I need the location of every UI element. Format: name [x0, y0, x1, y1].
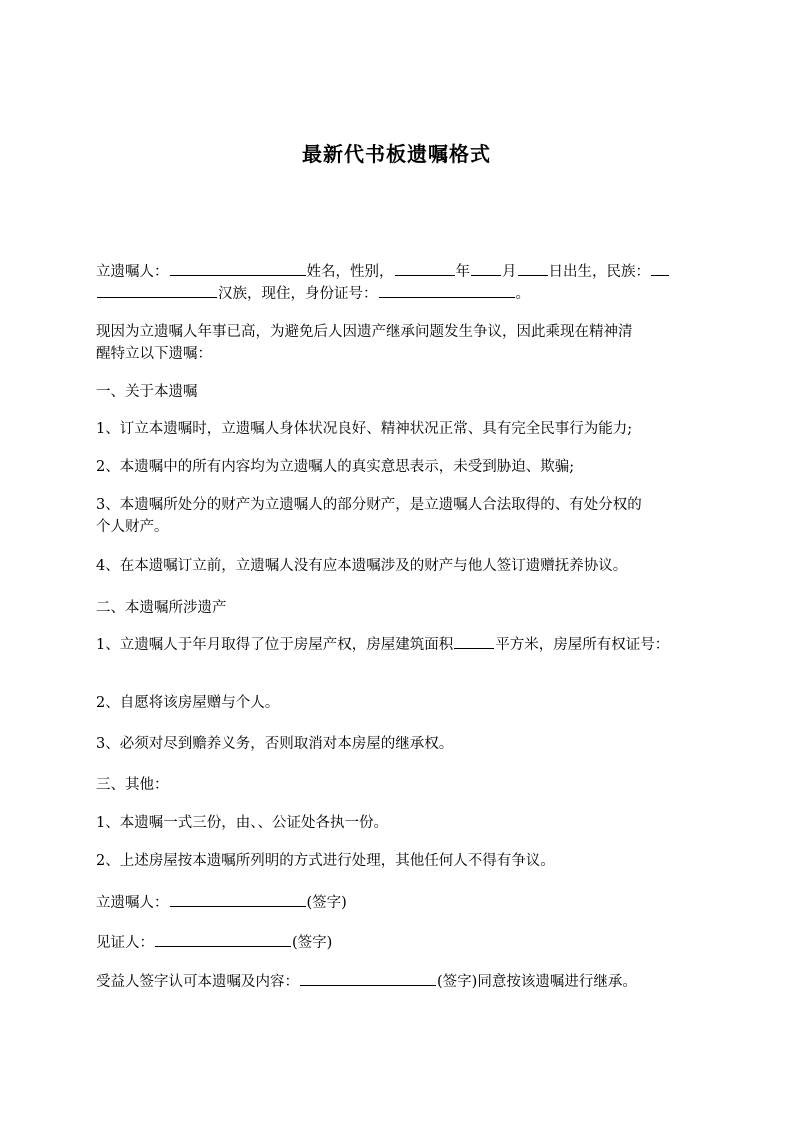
witness-signature-line: [96, 932, 716, 954]
beneficiary-signature-line: [96, 971, 716, 993]
intro-line-1: [96, 261, 716, 283]
intro-line-2: [96, 283, 716, 305]
blank-ethnicity-cont[interactable]: [97, 283, 217, 298]
intro-address-id-label: 汉族，现住，身份证号：: [218, 286, 378, 302]
blank-birth-day[interactable]: [518, 261, 548, 276]
blank-birth-year[interactable]: [395, 261, 455, 276]
beneficiary-signature-suffix: (签字)同意按该遗嘱进行继承。: [437, 974, 637, 990]
section1-item4: 4、在本遗嘱订立前，立遗嘱人没有应本遗嘱涉及的财产与他人签订遗赠抚养协议。: [96, 558, 628, 574]
witness-signature-field[interactable]: [155, 932, 291, 947]
section2-item1: [96, 634, 716, 656]
intro-name-gender-label: 姓名，性别，: [306, 264, 394, 280]
blank-floor-area[interactable]: [454, 634, 494, 649]
section1-item2: 2、本遗嘱中的所有内容均为立遗嘱人的真实意思表示，未受到胁迫、欺骗;: [96, 459, 575, 475]
testator-signature-suffix: (签字): [306, 895, 347, 911]
intro-year-label: 年: [455, 264, 470, 280]
reason-line-2: 醒特立以下遗嘱：: [96, 346, 212, 362]
section2-item1-text-b: 平方米，房屋所有权证号：: [495, 637, 670, 653]
blank-id-number[interactable]: [379, 283, 515, 298]
witness-signature-suffix: (签字): [292, 935, 333, 951]
section1-heading: 一、关于本遗嘱: [96, 384, 198, 400]
intro-period: 。: [515, 286, 530, 302]
section3-item2: 2、上述房屋按本遗嘱所列明的方式进行处理，其他任何人不得有争议。: [96, 853, 555, 869]
blank-testator-name[interactable]: [170, 261, 306, 276]
section2-item1-text-a: 1、立遗嘱人于年月取得了位于房屋产权，房屋建筑面积: [96, 637, 454, 653]
blank-ethnicity[interactable]: [651, 261, 669, 276]
document-title: 最新代书板遗嘱格式: [302, 142, 491, 166]
section3-heading: 三、其他：: [96, 777, 169, 793]
blank-birth-month[interactable]: [471, 261, 501, 276]
testator-signature-label: 立遗嘱人：: [96, 895, 169, 911]
section3-item1: 1、本遗嘱一式三份，由、、公证处各执一份。: [96, 815, 388, 831]
testator-signature-line: [96, 892, 716, 914]
section2-item2: 2、自愿将该房屋赠与个人。: [96, 695, 280, 711]
reason-line-1: 现因为立遗嘱人年事已高，为避免后人因遗产继承问题发生争议，因此乘现在精神清: [96, 324, 633, 340]
witness-signature-label: 见证人：: [96, 935, 154, 951]
intro-testator-label: 立遗嘱人：: [96, 264, 169, 280]
testator-signature-field[interactable]: [170, 892, 306, 907]
section1-item3-line1: 3、本遗嘱所处分的财产为立遗嘱人的部分财产，是立遗嘱人合法取得的、有处分权的: [96, 497, 642, 513]
beneficiary-signature-label: 受益人签字认可本遗嘱及内容：: [96, 974, 299, 990]
section2-heading: 二、本遗嘱所涉遗产: [96, 600, 227, 616]
intro-month-label: 月: [502, 264, 517, 280]
beneficiary-signature-field[interactable]: [300, 971, 436, 986]
intro-day-ethnicity-label: 日出生，民族：: [548, 264, 650, 280]
section2-item3: 3、必须对尽到赡养义务，否则取消对本房屋的继承权。: [96, 736, 454, 752]
section1-item1: 1、订立本遗嘱时，立遗嘱人身体状况良好、精神状况正常、具有完全民事行为能力;: [96, 421, 633, 437]
section1-item3-line2: 个人财产。: [96, 519, 169, 535]
